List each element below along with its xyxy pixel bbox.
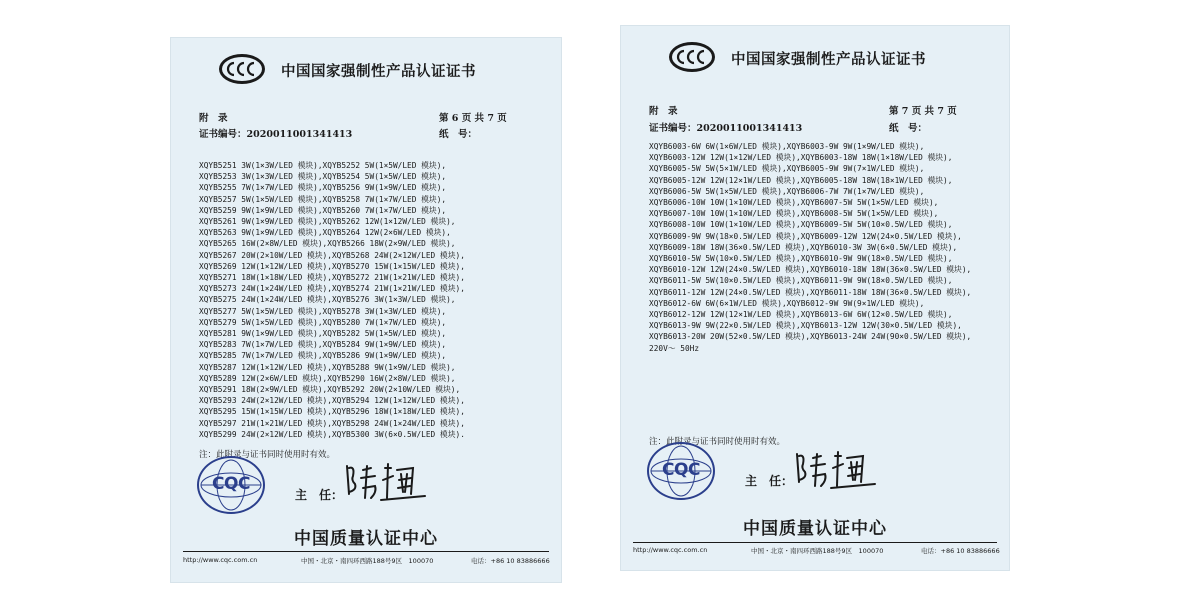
cqc-logo-text: CQC — [662, 460, 700, 480]
model-line: XQYB6010-5W 5W(10×0.5W/LED 模块),XQYB6010-9W 9W(18×0.5W/LED 模块), — [649, 254, 953, 264]
footer-divider — [183, 551, 549, 552]
model-line: XQYB6005-5W 5W(5×1W/LED 模块),XQYB6005-9W 9W(7×1W/LED 模块), — [649, 164, 925, 174]
model-line: XQYB5261 9W(1×9W/LED 模块),XQYB5262 12W(1×12W/LED 模块), — [199, 217, 456, 227]
model-line: XQYB5263 9W(1×9W/LED 模块),XQYB5264 12W(2×6W/LED 模块), — [199, 228, 451, 238]
model-line: XQYB5259 9W(1×9W/LED 模块),XQYB5260 7W(1×7W/LED 模块), — [199, 205, 447, 215]
paper-number-label: 纸 号： — [889, 123, 928, 134]
model-line: XQYB5277 5W(1×5W/LED 模块),XQYB5278 3W(1×3W/LED 模块), — [199, 306, 447, 316]
ccc-mark-icon — [219, 54, 265, 84]
model-line: XQYB5279 5W(1×5W/LED 模块),XQYB5280 7W(1×7W/LED 模块), — [199, 317, 447, 327]
certificate-page-6 — [170, 37, 562, 583]
model-line: XQYB5299 24W(2×12W/LED 模块),XQYB5300 3W(6×0.5W/LED 模块). — [199, 429, 465, 439]
issuer-name: 中国质量认证中心 — [294, 529, 438, 549]
model-line: XQYB5257 5W(1×5W/LED 模块),XQYB5258 7W(1×7W/LED 模块), — [199, 194, 447, 204]
director-signature — [791, 446, 881, 494]
certificate-title: 中国国家强制性产品认证证书 — [281, 64, 476, 80]
validity-note: 注：此附录与证书同时使用时有效。 — [199, 450, 336, 460]
annex-label: 附 录 — [649, 106, 678, 117]
cqc-logo-icon — [647, 442, 715, 500]
model-line: XQYB6007-10W 10W(1×10W/LED 模块),XQYB6008-5W 5W(1×5W/LED 模块), — [649, 209, 939, 219]
model-line: XQYB5267 20W(2×10W/LED 模块),XQYB5268 24W(2×12W/LED 模块), — [199, 250, 465, 260]
page-indicator: 第 7 页 共 7 页 — [889, 106, 957, 117]
model-line: XQYB5289 12W(2×6W/LED 模块),XQYB5290 16W(2×8W/LED 模块), — [199, 373, 456, 383]
model-line: XQYB6006-10W 10W(1×10W/LED 模块),XQYB6007-5W 5W(1×5W/LED 模块), — [649, 198, 939, 208]
model-line: XQYB6011-5W 5W(10×0.5W/LED 模块),XQYB6011-9W 9W(18×0.5W/LED 模块), — [649, 276, 953, 286]
model-line: XQYB5273 24W(1×24W/LED 模块),XQYB5274 21W(1×21W/LED 模块), — [199, 284, 465, 294]
model-line: XQYB5251 3W(1×3W/LED 模块),XQYB5252 5W(1×5W/LED 模块), — [199, 161, 447, 170]
director-label: 主 任： — [745, 474, 794, 488]
cqc-logo-text: CQC — [212, 474, 250, 494]
model-line: XQYB6013-9W 9W(22×0.5W/LED 模块),XQYB6013-12W 12W(30×0.5W/LED 模块), — [649, 321, 962, 331]
model-list — [649, 141, 999, 354]
model-line: XQYB5269 12W(1×12W/LED 模块),XQYB5270 15W(1×15W/LED 模块), — [199, 261, 465, 271]
model-list — [199, 160, 549, 440]
model-line: XQYB6006-5W 5W(1×5W/LED 模块),XQYB6006-7W 7W(1×7W/LED 模块), — [649, 186, 925, 196]
model-line: XQYB5271 18W(1×18W/LED 模块),XQYB5272 21W(1×21W/LED 模块), — [199, 273, 465, 283]
certificate-number-label: 证书编号： — [649, 123, 697, 134]
model-line: XQYB5293 24W(2×12W/LED 模块),XQYB5294 12W(1×12W/LED 模块), — [199, 396, 465, 406]
director-signature — [341, 458, 431, 506]
model-line: XQYB5297 21W(1×21W/LED 模块),XQYB5298 24W(1×24W/LED 模块), — [199, 418, 465, 428]
model-line: XQYB5283 7W(1×7W/LED 模块),XQYB5284 9W(1×9W/LED 模块), — [199, 340, 447, 350]
model-line: XQYB6008-10W 10W(1×10W/LED 模块),XQYB6009-5W 5W(10×0.5W/LED 模块), — [649, 220, 953, 230]
model-line: XQYB5281 9W(1×9W/LED 模块),XQYB5282 5W(1×5W/LED 模块), — [199, 329, 447, 339]
model-line: XQYB6012-12W 12W(12×1W/LED 模块),XQYB6013-6W 6W(12×0.5W/LED 模块), — [649, 310, 953, 320]
model-line: XQYB6012-6W 6W(6×1W/LED 模块),XQYB6012-9W 9W(9×1W/LED 模块), — [649, 298, 925, 308]
footer-divider — [633, 542, 997, 543]
footer-url: http://www.cqc.com.cn — [633, 546, 708, 554]
model-line: XQYB5253 3W(1×3W/LED 模块),XQYB5254 5W(1×5W/LED 模块), — [199, 172, 447, 182]
model-line: 220V～ 50Hz — [649, 343, 700, 353]
footer-address: 中国・北京・南四环西路188号9区 100070 — [751, 547, 884, 555]
certificate-page-7 — [620, 25, 1010, 571]
certificate-number-row — [199, 126, 352, 140]
footer-phone: 电话：+86 10 83886666 — [471, 557, 550, 565]
model-line: XQYB5291 18W(2×9W/LED 模块),XQYB5292 20W(2×10W/LED 模块), — [199, 385, 461, 395]
footer-url: http://www.cqc.com.cn — [183, 556, 258, 564]
validity-note: 注：此附录与证书同时使用时有效。 — [649, 437, 786, 447]
paper-number-label: 纸 号： — [439, 129, 478, 140]
model-line: XQYB6013-20W 20W(52×0.5W/LED 模块),XQYB6013-24W 24W(90×0.5W/LED 模块), — [649, 332, 972, 342]
model-line: XQYB6010-12W 12W(24×0.5W/LED 模块),XQYB6010-18W 18W(36×0.5W/LED 模块), — [649, 265, 972, 275]
model-line: XQYB6003-6W 6W(1×6W/LED 模块),XQYB6003-9W 9W(1×9W/LED 模块), — [649, 142, 925, 151]
page-indicator: 第 6 页 共 7 页 — [439, 113, 507, 124]
model-line: XQYB6003-12W 12W(1×12W/LED 模块),XQYB6003-18W 18W(1×18W/LED 模块), — [649, 153, 953, 163]
director-label: 主 任： — [295, 488, 344, 502]
certificate-number-row — [649, 120, 802, 134]
certificate-title: 中国国家强制性产品认证证书 — [731, 52, 926, 68]
model-line: XQYB5285 7W(1×7W/LED 模块),XQYB5286 9W(1×9W/LED 模块), — [199, 351, 447, 361]
model-line: XQYB5287 12W(1×12W/LED 模块),XQYB5288 9W(1×9W/LED 模块), — [199, 362, 456, 372]
model-line: XQYB5275 24W(1×24W/LED 模块),XQYB5276 3W(1×3W/LED 模块), — [199, 295, 456, 305]
certificate-number: 2020011001341413 — [696, 123, 803, 134]
model-line: XQYB6009-9W 9W(18×0.5W/LED 模块),XQYB6009-12W 12W(24×0.5W/LED 模块), — [649, 231, 962, 241]
cqc-logo-icon — [197, 456, 265, 514]
certificate-number-label: 证书编号： — [199, 129, 247, 140]
footer-phone: 电话：+86 10 83886666 — [921, 547, 1000, 555]
model-line: XQYB5265 16W(2×8W/LED 模块),XQYB5266 18W(2×9W/LED 模块), — [199, 239, 456, 249]
issuer-name: 中国质量认证中心 — [743, 519, 887, 539]
footer-address: 中国・北京・南四环西路188号9区 100070 — [301, 557, 434, 565]
certificate-number: 2020011001341413 — [246, 129, 353, 140]
ccc-mark-icon — [669, 42, 715, 72]
model-line: XQYB5295 15W(1×15W/LED 模块),XQYB5296 18W(1×18W/LED 模块), — [199, 407, 465, 417]
model-line: XQYB5255 7W(1×7W/LED 模块),XQYB5256 9W(1×9W/LED 模块), — [199, 183, 447, 193]
model-line: XQYB6009-18W 18W(36×0.5W/LED 模块),XQYB6010-3W 3W(6×0.5W/LED 模块), — [649, 242, 958, 252]
model-line: XQYB6005-12W 12W(12×1W/LED 模块),XQYB6005-18W 18W(18×1W/LED 模块), — [649, 175, 953, 185]
model-line: XQYB6011-12W 12W(24×0.5W/LED 模块),XQYB6011-18W 18W(36×0.5W/LED 模块), — [649, 287, 972, 297]
annex-label: 附 录 — [199, 113, 228, 124]
